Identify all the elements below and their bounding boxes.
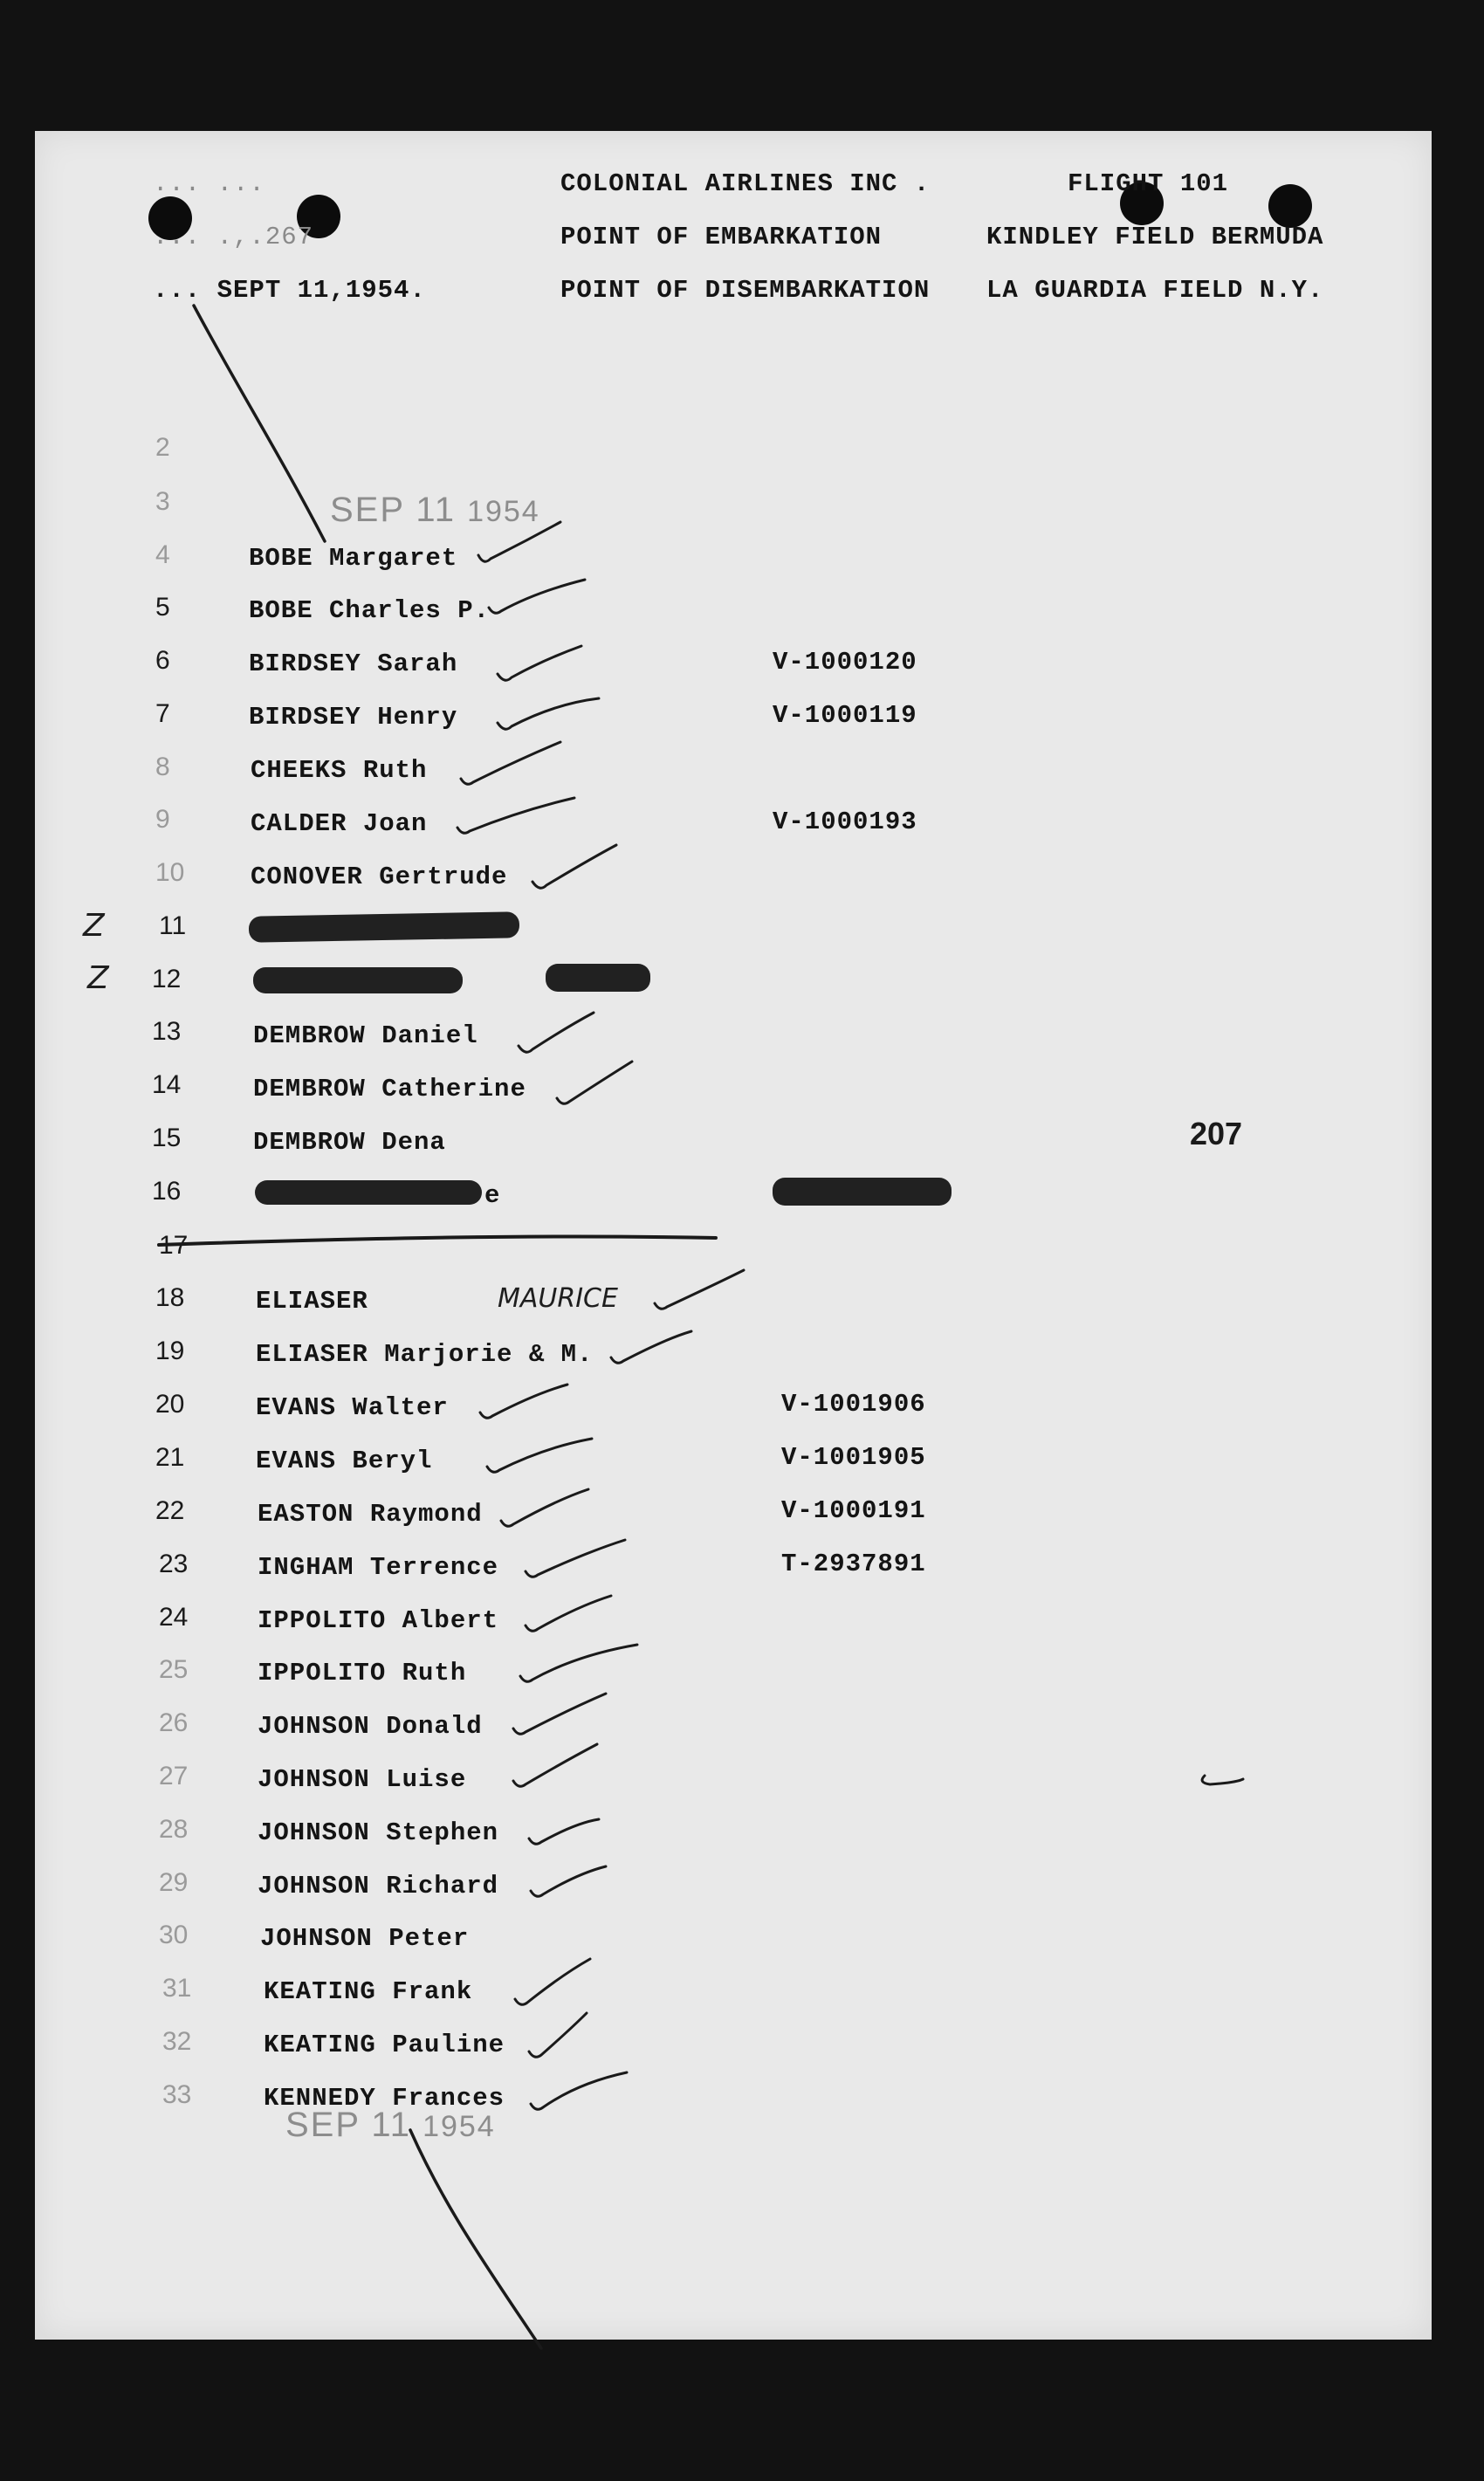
redaction-blot [773, 1178, 952, 1206]
row-number: 24 [159, 1603, 189, 1632]
handwritten-correction: MAURICE [498, 1283, 618, 1314]
passenger-name: EASTON Raymond [258, 1500, 483, 1529]
page-number: 207 [1190, 1116, 1243, 1151]
passenger-name: EVANS Walter [256, 1393, 449, 1422]
embarkation-point: KINDLEY FIELD BERMUDA [986, 223, 1324, 251]
passenger-name: INGHAM Terrence [258, 1553, 499, 1582]
passenger-name: IPPOLITO Albert [258, 1606, 499, 1635]
header-left-line-3: ... SEPT 11,1954. [153, 276, 426, 305]
row-number: 6 [155, 646, 170, 675]
row-number: 7 [155, 699, 170, 728]
passenger-name: ELIASER [256, 1287, 368, 1316]
header-left-line-2: ... .,.267 [153, 223, 314, 251]
passenger-name: CONOVER Gertrude [251, 863, 508, 891]
document-number: V-1001906 [781, 1390, 926, 1419]
passenger-name: KEATING Frank [264, 1977, 473, 2006]
date-stamp-bottom: SEP 11 1954 [285, 2106, 496, 2144]
document-number: V-1000119 [773, 701, 917, 730]
row-number: 5 [155, 593, 170, 622]
row-number: 20 [155, 1390, 185, 1419]
row-number: 23 [159, 1550, 189, 1578]
row-number: 2 [155, 433, 170, 462]
punch-hole [1268, 184, 1312, 228]
row-number: 31 [162, 1974, 192, 2003]
passenger-name: KENNEDY Frances [264, 2084, 505, 2113]
row-number: 28 [159, 1815, 189, 1844]
row-number: 8 [155, 753, 170, 781]
passenger-name: JOHNSON Luise [258, 1765, 467, 1794]
passenger-name: ELIASER Marjorie & M. [256, 1340, 594, 1369]
margin-mark: Z [87, 960, 109, 996]
row-number: 30 [159, 1921, 189, 1949]
margin-mark: Z [83, 908, 105, 944]
disembarkation-label: POINT OF DISEMBARKATION [560, 276, 931, 305]
manifest-sheet [35, 131, 1432, 2340]
document-number: V-1000193 [773, 808, 917, 836]
disembarkation-point: LA GUARDIA FIELD N.Y. [986, 276, 1324, 305]
row-number: 12 [152, 965, 182, 993]
passenger-name: BIRDSEY Henry [249, 703, 458, 732]
row-number: 22 [155, 1496, 185, 1525]
row-number: 4 [155, 540, 170, 569]
row-number: 15 [152, 1124, 182, 1152]
row-number: 26 [159, 1708, 189, 1737]
row-number: 16 [152, 1177, 182, 1206]
document-number: V-1000191 [781, 1496, 926, 1525]
redaction-blot [255, 1180, 482, 1205]
document-number: V-1000120 [773, 648, 917, 677]
passenger-name: JOHNSON Peter [260, 1924, 470, 1953]
passenger-name: BIRDSEY Sarah [249, 649, 458, 678]
passenger-name: JOHNSON Stephen [258, 1818, 499, 1847]
passenger-name: BOBE Margaret [249, 544, 458, 573]
passenger-name: BOBE Charles P. [249, 596, 491, 625]
row-number: 17 [159, 1231, 189, 1260]
passenger-name: CHEEKS Ruth [251, 756, 428, 785]
row-number: 9 [155, 805, 170, 834]
row-number: 11 [159, 911, 187, 940]
passenger-name: JOHNSON Richard [258, 1872, 499, 1900]
redaction-blot [253, 967, 463, 993]
row-number: 14 [152, 1070, 182, 1099]
header-left-line-1: ... ... [153, 169, 265, 198]
passenger-name: DEMBROW Dena [253, 1128, 446, 1157]
date-stamp-top: SEP 11 1954 [330, 491, 540, 529]
passenger-name: KEATING Pauline [264, 2031, 505, 2059]
row-number: 29 [159, 1868, 189, 1897]
document-number: T-2937891 [781, 1550, 926, 1578]
row-number: 27 [159, 1762, 189, 1790]
redaction-blot [546, 964, 650, 992]
row-number: 3 [155, 487, 170, 516]
row-number: 32 [162, 2027, 192, 2056]
embarkation-label: POINT OF EMBARKATION [560, 223, 883, 251]
passenger-name: DEMBROW Catherine [253, 1075, 526, 1103]
row-number: 10 [155, 858, 185, 887]
passenger-name: EVANS Beryl [256, 1447, 433, 1475]
passenger-name: IPPOLITO Ruth [258, 1659, 467, 1687]
passenger-name: JOHNSON Donald [258, 1712, 483, 1741]
passenger-name: e [484, 1181, 501, 1210]
airline-name: COLONIAL AIRLINES INC . [560, 169, 931, 198]
document-number: V-1001905 [781, 1443, 926, 1472]
redaction-blot [249, 911, 519, 942]
flight-number: FLIGHT 101 [1068, 169, 1229, 198]
passenger-name: DEMBROW Daniel [253, 1021, 478, 1050]
row-number: 19 [155, 1337, 185, 1365]
row-number: 18 [155, 1283, 185, 1312]
row-number: 25 [159, 1655, 189, 1684]
passenger-name: CALDER Joan [251, 809, 428, 838]
row-number: 21 [155, 1443, 185, 1472]
row-number: 33 [162, 2080, 192, 2109]
row-number: 13 [152, 1017, 182, 1046]
